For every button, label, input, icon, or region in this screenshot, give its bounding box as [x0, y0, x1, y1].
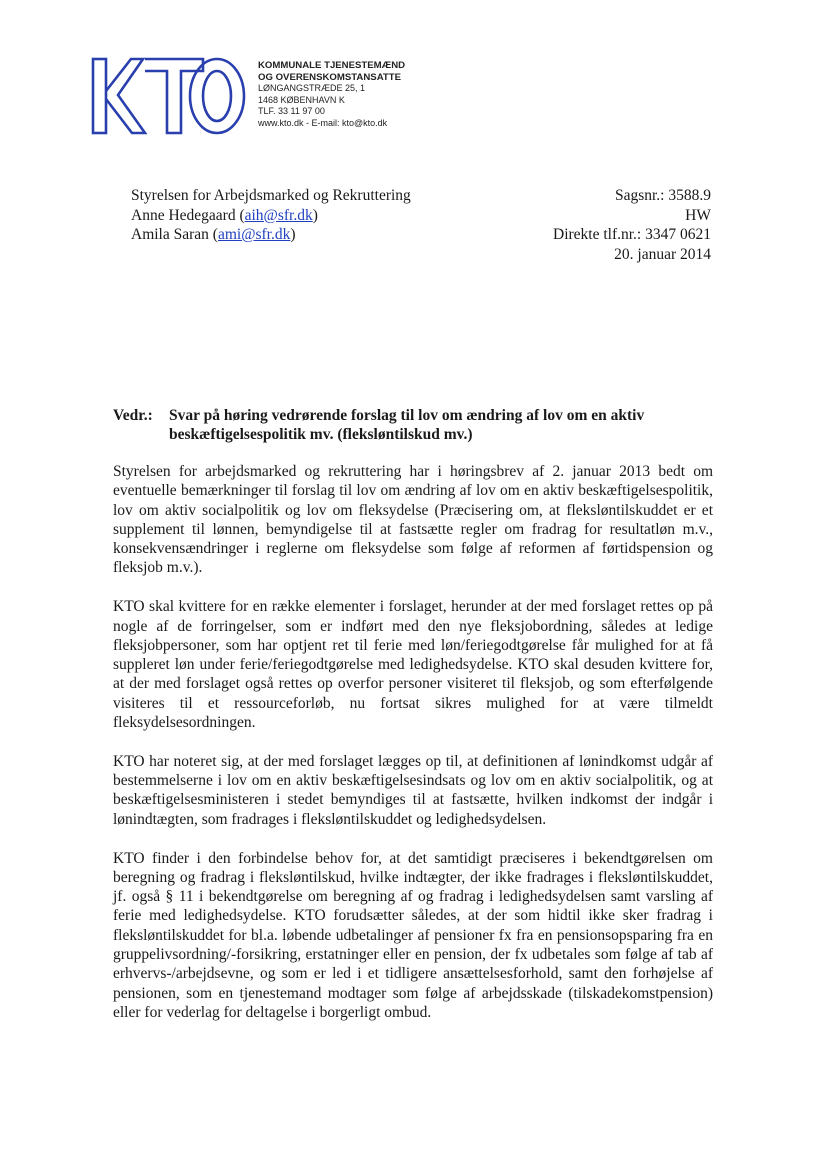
- body-paragraph: KTO har noteret sig, at der med forslaget lægges op til, at definitionen af lønindkomst udgår af bestemmelserne i lov om en aktiv beskæftigelsesindsats og lov om en aktiv socialpolitik, og at beskæftigelsesministeren i stedet bemyndiges til at fastsætte, hvilken indkomst der indgår i lønindtægten, som fradrages i fleksløntilskuddet og ledighedsydelsen.: [113, 752, 713, 828]
- org-name-line2: OG OVERENSKOMSTANSATTE: [258, 71, 402, 83]
- letter-body: [113, 462, 713, 1042]
- org-web-email: www.kto.dk - E-mail: kto@kto.dk: [258, 117, 388, 128]
- subject-label: Vedr.:: [113, 407, 153, 424]
- subject-text-line-2: beskæftigelsespolitik mv. (fleksløntilskud mv.): [169, 426, 473, 443]
- body-paragraph: KTO skal kvittere for en række elementer i forslaget, herunder at der med forslaget rettes op på nogle af de forringelser, som er indført med den nye fleksjobordning, således at ledige fleksjobpersoner, som har optjent ret til ferie med løn/feriegodtgørelse får mulighed for at få suppleret løn under ferie/feriegodtgørelse med ledighedsydelse. KTO skal desuden kvittere for, at der med forslaget også rettes op overfor personer visiteret til fleksjob, og som efterfølgende visiteres til et ressourceforløb, nu fortsat sikres mulighed for at være tilmeldt fleksydelsesordningen.: [113, 598, 713, 732]
- body-paragraph: KTO finder i den forbindelse behov for, at det samtidigt præciseres i bekendtgørelsen om beregning og fradrag i fleksløntilskud, hvilke indtægter, der ikke fradrages i fleksløntilskuddet, jf. også § 11 i bekendtgørelse om beregning af og fradrag i ledighedsydelsen samt varsling af ferie med ledighedsydelse. KTO forudsætter således, at der som hidtil ikke sker fradrag i fleksløntilskuddet for bl.a. løbende udbetalinger af pensioner fx fra en pensionsopsparing fra en gruppelivsordning/-forsikring, erstatninger eller en pension, der fx udbetales som følge af tab af erhvervs-/arbejdsevne, og som er led i et tidligere ansættelsesforhold, samt den forhøjelse af pensionen, som en tjenestemand modtager som følge af arbejdsskade (tilskadekomstpension) eller for vederlag for deltagelse i borgerligt ombud.: [113, 849, 713, 1021]
- recipient-person-2: [131, 225, 411, 245]
- paren-close: ): [290, 226, 296, 243]
- case-meta-block: [553, 186, 711, 264]
- letter-date: 20. januar 2014: [614, 245, 711, 263]
- subject-text: [169, 406, 729, 444]
- paren-close: ): [312, 206, 318, 224]
- org-street: LØNGANGSTRÆDE 25, 1: [258, 83, 366, 94]
- recipient-block: [131, 186, 411, 245]
- org-name-line1: KOMMUNALE TJENESTEMÆND: [258, 60, 406, 71]
- org-phone: TLF. 33 11 97 00: [258, 106, 325, 117]
- org-address-block: [258, 60, 405, 130]
- recipient-person-1: [131, 206, 411, 226]
- body-paragraph: Styrelsen for arbejdsmarked og rekruttering har i høringsbrev af 2. januar 2013 bedt om eventuelle bemærkninger til forslag til lov om ændring af lov om en aktiv beskæftigelsespolitik, lov om aktiv socialpolitik og lov om fleksydelse (Præcisering om, at fleksløntilskuddet er et supplement til lønnen, bemyndigelse til at fastsætte regler om fradrag for resultatløn m.v., konsekvensændringer i reglerne om fleksydelse som følge af reformen af førtidspension og fleksjob m.v.).: [113, 463, 713, 577]
- recipient-name: Amila Saran (: [131, 226, 218, 243]
- email-link[interactable]: ami@sfr.dk: [217, 226, 291, 243]
- org-city: 1468 KØBENHAVN K: [258, 94, 345, 105]
- subject-text-line-1: Svar på høring vedrørende forslag til lov om ændring af lov om en aktiv: [169, 407, 645, 424]
- recipient-org: Styrelsen for Arbejdsmarked og Rekruttering: [131, 187, 411, 204]
- kto-logo: [91, 55, 247, 137]
- case-number: Sagsnr.: 3588.9: [614, 187, 711, 204]
- email-link[interactable]: aih@sfr.dk: [244, 206, 313, 224]
- recipient-name: Anne Hedegaard (: [131, 206, 245, 224]
- direct-phone: Direkte tlf.nr.: 3347 0621: [553, 226, 711, 243]
- case-initials: HW: [685, 206, 711, 224]
